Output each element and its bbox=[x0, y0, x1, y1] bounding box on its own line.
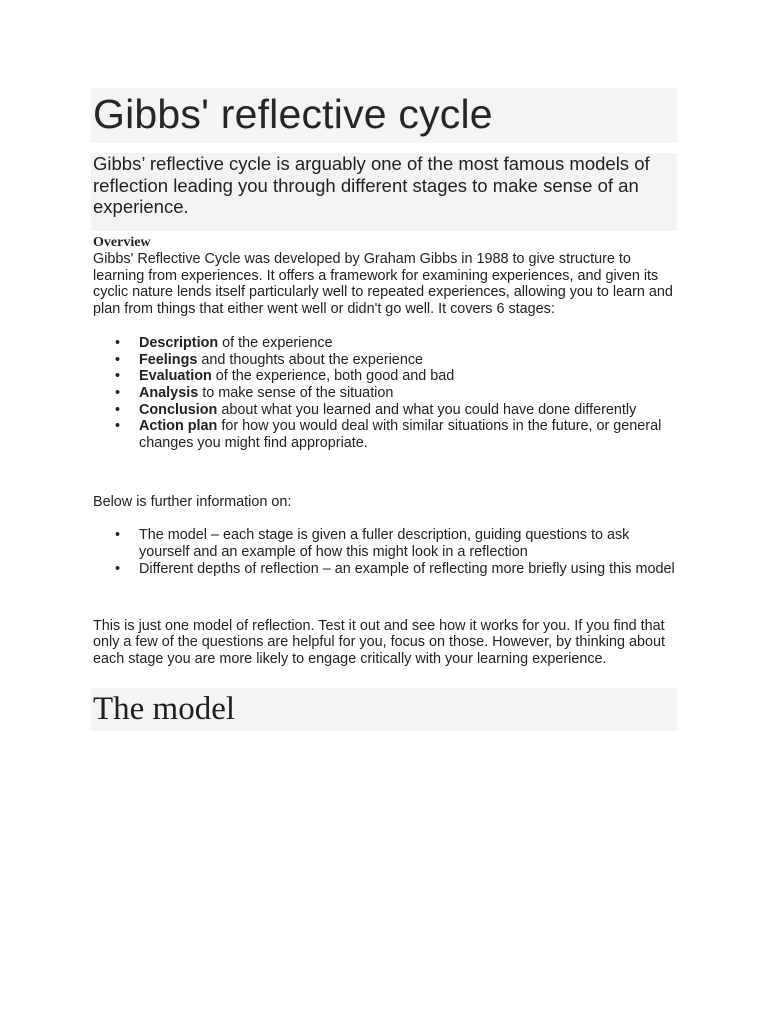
closing-paragraph: This is just one model of reflection. Test it out and see how it works for you. If you find that only a few of the questions are helpful for you, focus on those. However, by thinking about each stage you are more likely to engage critically with your learning experience. bbox=[93, 617, 665, 667]
further-list bbox=[91, 527, 677, 577]
stage-text: to make sense of the situation bbox=[198, 384, 394, 401]
model-heading-block bbox=[91, 688, 677, 731]
list-item bbox=[139, 385, 677, 402]
stage-term: Analysis bbox=[139, 384, 199, 401]
stage-term: Evaluation bbox=[139, 368, 212, 385]
stage-term: Conclusion bbox=[139, 401, 218, 418]
stage-text: of the experience bbox=[218, 334, 333, 351]
stages-list bbox=[91, 335, 677, 452]
list-item bbox=[139, 418, 677, 451]
list-item bbox=[139, 352, 677, 369]
section-heading-model: The model bbox=[93, 690, 236, 727]
list-item bbox=[139, 335, 677, 352]
title-block bbox=[91, 88, 677, 143]
stage-term: Description bbox=[139, 334, 219, 351]
list-item: • The model – each stage is given a fuller description, guiding questions to ask yourself and an example of how this might look in a reflection bbox=[139, 527, 677, 560]
list-item bbox=[139, 368, 677, 385]
stage-text: and thoughts about the experience bbox=[197, 351, 424, 368]
list-item: • Different depths of reflection – an example of reflecting more briefly using this model bbox=[139, 561, 677, 578]
document-page bbox=[91, 88, 677, 731]
page-title: Gibbs' reflective cycle bbox=[93, 91, 493, 137]
overview-heading: Overview bbox=[93, 235, 677, 251]
list-item bbox=[139, 402, 677, 419]
stage-text: about what you learned and what you could have done differently bbox=[217, 401, 637, 418]
lead-paragraph: Gibbs’ reflective cycle is arguably one of the most famous models of reflection leading you through different stages to make sense of an experience. bbox=[93, 153, 650, 217]
stage-term: Feelings bbox=[139, 351, 198, 368]
stage-text: for how you would deal with similar situations in the future, or general changes you might find appropriate. bbox=[139, 418, 662, 452]
spacer bbox=[91, 452, 677, 494]
overview-paragraph: Gibbs' Reflective Cycle was developed by Graham Gibbs in 1988 to give structure to learning from experiences. It offers a framework for examining experiences, and given its cyclic nature lends itself particularly well to repeated experiences, allowing you to learn and plan from things that either went well or didn't go well. It covers 6 stages: bbox=[93, 251, 673, 318]
stage-text: of the experience, both good and bad bbox=[211, 368, 455, 385]
further-intro: Below is further information on: bbox=[93, 493, 292, 510]
lead-block bbox=[91, 153, 677, 231]
spacer bbox=[91, 578, 677, 618]
stage-term: Action plan bbox=[139, 418, 218, 435]
